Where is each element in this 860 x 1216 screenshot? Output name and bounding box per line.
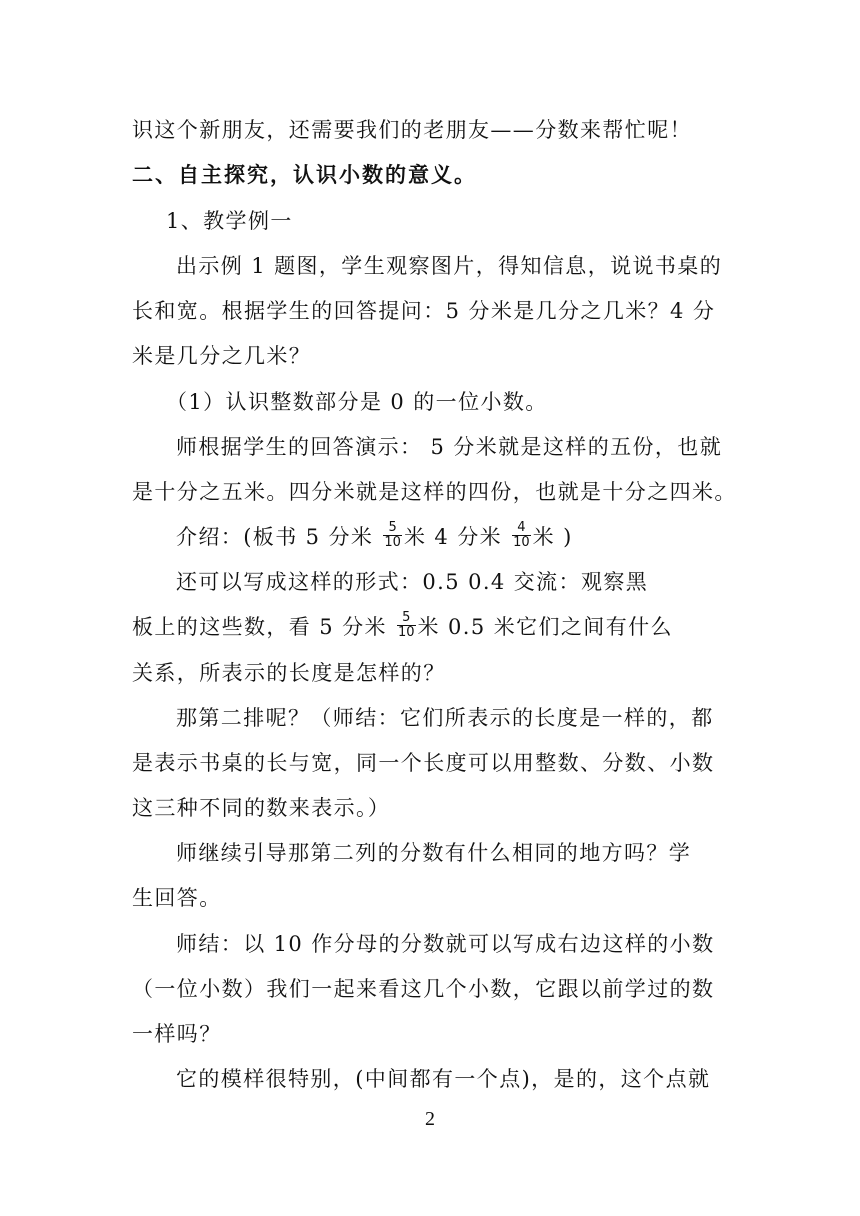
fraction-numerator: 5 <box>383 521 402 536</box>
paragraph-line: 识这个新朋友，还需要我们的老朋友——分数来帮忙呢！ <box>132 118 692 142</box>
paragraph-line: 是十分之五米。四分米就是这样的四份，也就是十分之四米。 <box>132 480 737 504</box>
paragraph-line: 还可以写成这样的形式：0.5 0.4 交流：观察黑 <box>176 570 649 594</box>
fraction-denominator: 10 <box>384 535 401 550</box>
paragraph-line: 一样吗？ <box>132 1022 222 1046</box>
paragraph-line: 师结：以 10 作分母的分数就可以写成右边这样的小数 <box>176 932 715 956</box>
fraction-numerator: 4 <box>512 521 531 536</box>
paragraph-line: 米是几分之几米？ <box>132 344 312 368</box>
paragraph-line: 这三种不同的数来表示。） <box>132 796 391 820</box>
paragraph-line: 关系，所表示的长度是怎样的？ <box>132 661 446 685</box>
board-writing-suffix: 米 ) <box>532 525 573 549</box>
subsection-heading: 1、教学例一 <box>166 209 293 233</box>
fraction-four-tenths <box>512 521 531 550</box>
paragraph-line: 是表示书桌的长与宽，同一个长度可以用整数、分数、小数 <box>132 751 715 775</box>
paragraph-line: 生回答。 <box>132 886 222 910</box>
paragraph-line: 它的模样很特别，(中间都有一个点)，是的，这个点就 <box>176 1067 711 1091</box>
paragraph-line: 师继续引导那第二列的分数有什么相同的地方吗？学 <box>176 841 692 865</box>
paragraph-line: 那第二排呢？（师结：它们所表示的长度是一样的，都 <box>176 706 714 730</box>
board-writing-prefix: 介绍：(板书 5 分米 <box>176 525 382 549</box>
paragraph-line: （1）认识整数部分是 0 的一位小数。 <box>166 390 548 414</box>
paragraph-line: 长和宽。根据学生的回答提问：5 分米是几分之几米？4 分 <box>132 299 716 323</box>
fraction-five-tenths <box>383 521 402 550</box>
paragraph-line: （一位小数）我们一起来看这几个小数，它跟以前学过的数 <box>132 977 715 1001</box>
fraction-denominator: 10 <box>398 625 415 640</box>
fraction-numerator: 5 <box>397 611 416 626</box>
line-suffix: 米 0.5 米它们之间有什么 <box>417 615 673 639</box>
page-number: 2 <box>425 1108 435 1130</box>
paragraph-line: 师根据学生的回答演示： 5 分米就是这样的五份，也就 <box>176 435 723 459</box>
paragraph-line-with-fraction <box>0 612 860 643</box>
fraction-denominator: 10 <box>513 535 530 550</box>
board-writing-middle: 米 4 分米 <box>403 525 511 549</box>
line-prefix: 板上的这些数，看 5 分米 <box>132 615 395 639</box>
fraction-five-tenths <box>397 611 416 640</box>
section-heading: 二、自主探究，认识小数的意义。 <box>132 163 477 187</box>
paragraph-line: 出示例 1 题图，学生观察图片，得知信息，说说书桌的 <box>176 254 723 278</box>
board-writing-line <box>0 522 860 553</box>
